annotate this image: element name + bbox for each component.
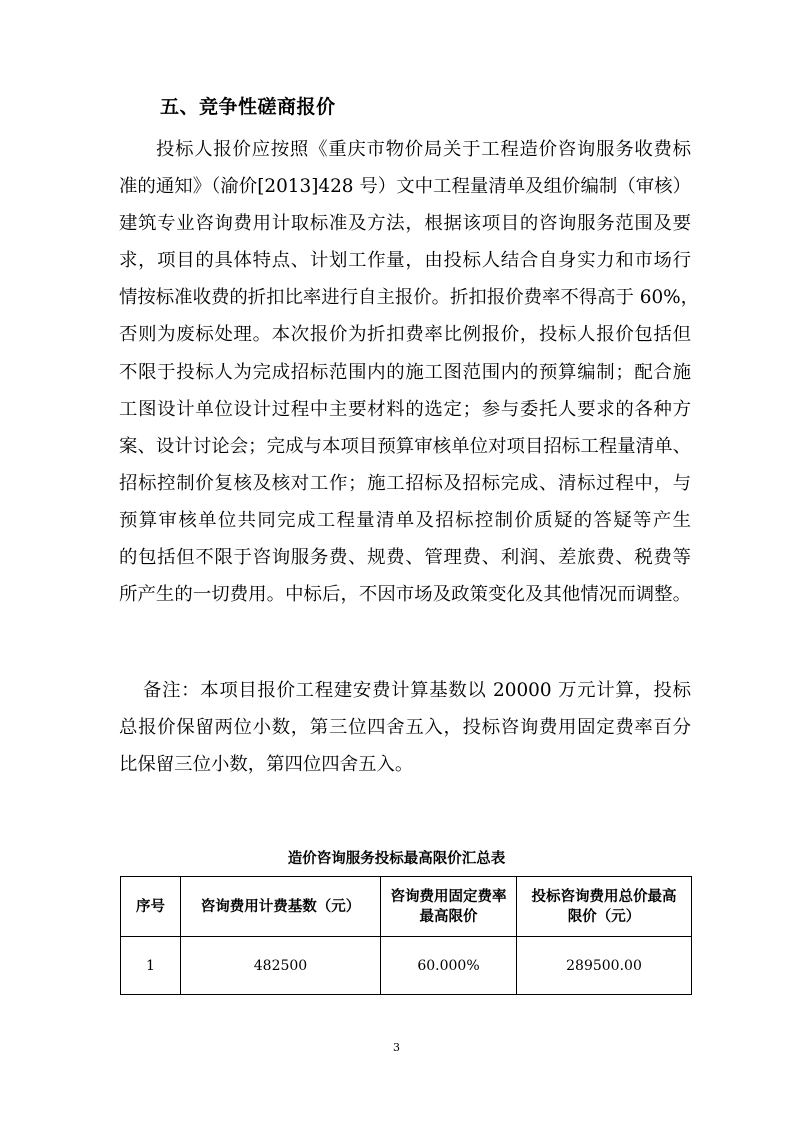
cell-seq: 1 — [121, 937, 181, 995]
header-rate — [381, 877, 517, 937]
text-line: 求，项目的具体特点、计划工作量，由投标人结合自身实力和市场行 — [119, 250, 691, 272]
header-seq: 序号 — [121, 877, 181, 937]
text-line: 备注：本项目报价工程建安费计算基数以 20000 万元计算，投标 — [143, 680, 691, 701]
header-base: 咨询费用计费基数（元） — [181, 877, 381, 937]
text-line: 招标控制价复核及核对工作；施工招标及招标完成、清标过程中，与 — [119, 472, 691, 494]
text-line: 案、设计讨论会；完成与本项目预算审核单位对项目招标工程量清单、 — [119, 435, 691, 457]
text-line: 建筑专业咨询费用计取标准及方法，根据该项目的咨询服务范围及要 — [119, 213, 691, 235]
text-line: 总报价保留两位小数，第三位四舍五入，投标咨询费用固定费率百分 — [119, 717, 691, 739]
text-line: 准的通知》（渝价[2013]428 号）文中工程量清单及组价编制（审核） — [119, 176, 691, 198]
cell-base: 482500 — [181, 937, 381, 995]
text-line: 情按标准收费的折扣比率进行自主报价。折扣报价费率不得高于 60%， — [119, 287, 700, 309]
price-summary-table — [120, 876, 692, 995]
header-total-line2: 限价（元） — [567, 908, 641, 925]
page-number: 3 — [393, 1041, 400, 1054]
cell-rate: 60.000% — [381, 937, 517, 995]
header-total — [517, 877, 692, 937]
header-rate-line1: 咨询费用固定费率 — [390, 888, 507, 905]
paragraph-pricing-requirements — [119, 131, 700, 613]
paragraph-remarks — [119, 672, 691, 783]
text-line: 的包括但不限于咨询服务费、规费、管理费、利润、差旅费、税费等 — [119, 547, 691, 569]
text-line: 比保留三位小数，第四位四舍五入。 — [119, 754, 414, 776]
header-rate-line2: 最高限价 — [419, 908, 478, 925]
table-row — [121, 937, 692, 995]
cell-total: 289500.00 — [517, 937, 692, 995]
table-header-row — [121, 877, 692, 937]
text-line: 投标人报价应按照《重庆市物价局关于工程造价咨询服务收费标 — [156, 139, 691, 160]
text-line: 所产生的一切费用。中标后，不因市场及政策变化及其他情况而调整。 — [119, 584, 691, 606]
table-title: 造价咨询服务投标最高限价汇总表 — [287, 851, 506, 867]
text-line: 预算审核单位共同完成工程量清单及招标控制价质疑的答疑等产生 — [119, 509, 691, 531]
header-total-line1: 投标咨询费用总价最高 — [531, 888, 677, 905]
text-line: 工图设计单位设计过程中主要材料的选定；参与委托人要求的各种方 — [119, 398, 691, 420]
text-line: 否则为废标处理。本次报价为折扣费率比例报价，投标人报价包括但 — [119, 324, 691, 346]
text-line: 不限于投标人为完成招标范围内的施工图范围内的预算编制；配合施 — [119, 361, 691, 383]
section-heading: 五、竞争性磋商报价 — [160, 96, 336, 118]
